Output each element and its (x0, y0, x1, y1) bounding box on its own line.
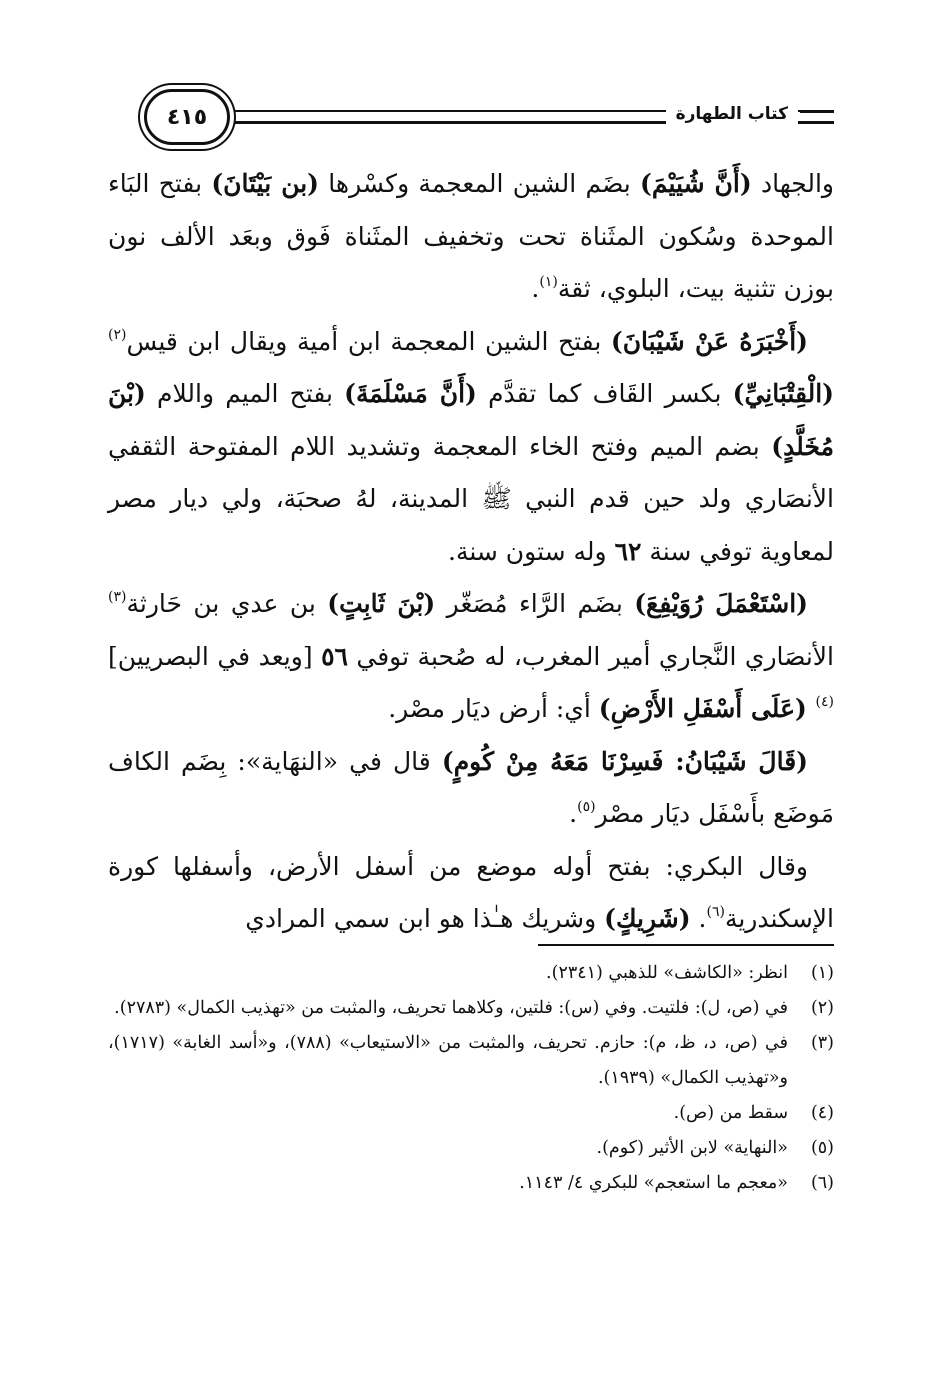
text: والجهاد (751, 169, 835, 198)
quoted-phrase: (شَرِيكٍ) (604, 904, 691, 933)
quoted-phrase: (أَخْبَرَهُ عَنْ شَيْبَانَ) (610, 326, 808, 356)
text: بفتح البَاء الموحدة وسُكون المثَناة تحت وتخفيف المثَناة فَوق وبعَد الألف نون بوزن تثنية بيت، البلوي، ثقة (108, 169, 834, 303)
text: . (531, 274, 540, 303)
year-number: ٥٦ (321, 641, 348, 671)
footnote-text: انظر: «الكاشف» للذهبي (٢٣٤١). (546, 963, 788, 983)
footnote (108, 956, 834, 991)
text: [ويعد في البصريين] (108, 641, 322, 671)
text: وقال البكري: بفتح أوله موضع من أسفل الأرض، وأسفلها كورة الإسكندرية (108, 851, 834, 933)
footnote-text: سقط من (ص). (673, 1103, 788, 1123)
paragraph-3 (108, 578, 834, 736)
book-title: كتاب الطهارة (666, 100, 798, 128)
footnote (108, 1131, 834, 1166)
text: بضَم الرَّاء مُصَغّر (435, 589, 635, 618)
text: وله ستون سنة. (448, 536, 615, 566)
text: بضَم الشين المعجمة وكسْرها (319, 169, 641, 198)
page-number: ٤١٥ (144, 89, 230, 145)
quoted-phrase: (أَنَّ مَسْلَمَةَ) (344, 379, 477, 408)
text: الأنصَاري النَّجاري أمير المغرب، له صُحبة توفي (347, 641, 835, 671)
paragraph-1 (108, 158, 834, 316)
year-number: ٦٢ (614, 536, 642, 566)
main-text (108, 158, 834, 946)
footnote (108, 1026, 834, 1096)
text: قال في «النهَاية»: بِضَم الكاف مَوضَع بأَسْفَل ديَار مصْر (108, 746, 834, 828)
text: بكسر القَاف كما تقدَّم (476, 379, 733, 408)
footnotes (108, 956, 834, 1201)
paragraph-5 (108, 841, 834, 946)
text: . (569, 799, 578, 828)
quoted-phrase: (الْقِتْبَانِيِّ) (732, 379, 834, 408)
quoted-phrase: (قَالَ شَيْبَانُ: فَسِرْنَا مَعَهُ مِنْ كُومٍ) (441, 746, 808, 776)
footnote-number: (٢) (810, 998, 834, 1018)
paragraph-4 (108, 736, 834, 841)
footnote-ref: (١) (539, 274, 558, 290)
footnote (108, 1166, 834, 1201)
footnote-text: «معجم ما استعجم» للبكري ٤/ ١١٤٣. (519, 1173, 788, 1193)
text: أي: أرض ديَار مصْر. (388, 694, 599, 723)
footnote-ref: (٦) (706, 904, 725, 920)
footnote-text: «النهاية» لابن الأثير (كوم). (596, 1138, 788, 1158)
running-header (108, 86, 834, 148)
quoted-phrase: (اسْتَعْمَلَ رُوَيْفِعَ) (634, 589, 808, 618)
text: . (690, 904, 707, 933)
footnote-number: (٦) (810, 1173, 834, 1193)
footnote-number: (١) (810, 963, 834, 983)
paragraph-2 (108, 316, 834, 579)
quoted-phrase: (بْنَ مُخَلَّدٍ) (108, 379, 834, 461)
quoted-phrase: (أَنَّ شُيَيْمَ) (640, 169, 752, 198)
text: بفتح الشين المعجمة ابن أمية ويقال ابن قيس (126, 326, 611, 356)
footnote-ref: (٤) (815, 694, 834, 710)
footnote-text: في (ص، د، ظ، م): حازم. تحريف، والمثبت من «الاستيعاب» (٧٨٨)، و«أسد الغابة» (١٧١٧)، و«تهذيب الكمال» (١٩٣٩). (108, 1033, 788, 1088)
header-mark (800, 110, 834, 124)
quoted-phrase: (بن بَيْتَانَ) (211, 169, 320, 198)
quoted-phrase: (بْنَ ثَابِتٍ) (327, 589, 436, 618)
footnote-number: (٣) (810, 1033, 834, 1053)
footnote-ref: (٢) (108, 326, 127, 343)
footnote-ref: (٥) (577, 799, 596, 815)
text: بن عدي بن حَارثة (126, 589, 328, 618)
footnote (108, 1096, 834, 1131)
footnote-number: (٤) (810, 1103, 834, 1123)
footnote-ref: (٣) (108, 589, 127, 605)
footnote-separator (538, 944, 834, 946)
text: بضم الميم وفتح الخاء المعجمة وتشديد اللام المفتوحة الثقفي الأنصَاري ولد حين قدم النبي ﷺ المدينة، لهُ صحبَة، ولي ديار مصر لمعاوية توفي سنة (108, 431, 834, 566)
quoted-phrase: (عَلَى أَسْفَلِ الأَرْضِ) (598, 694, 816, 723)
footnote (108, 991, 834, 1026)
footnote-number: (٥) (810, 1138, 834, 1158)
text: وشريك هـٰذا هو ابن سمي المرادي (245, 904, 605, 933)
footnote-text: في (ص، ل): فلتيت. وفي (س): فلتين، وكلاهما تحريف، والمثبت من «تهذيب الكمال» (٢٧٨٣). (114, 998, 788, 1018)
text: بفتح الميم واللام (145, 379, 345, 408)
